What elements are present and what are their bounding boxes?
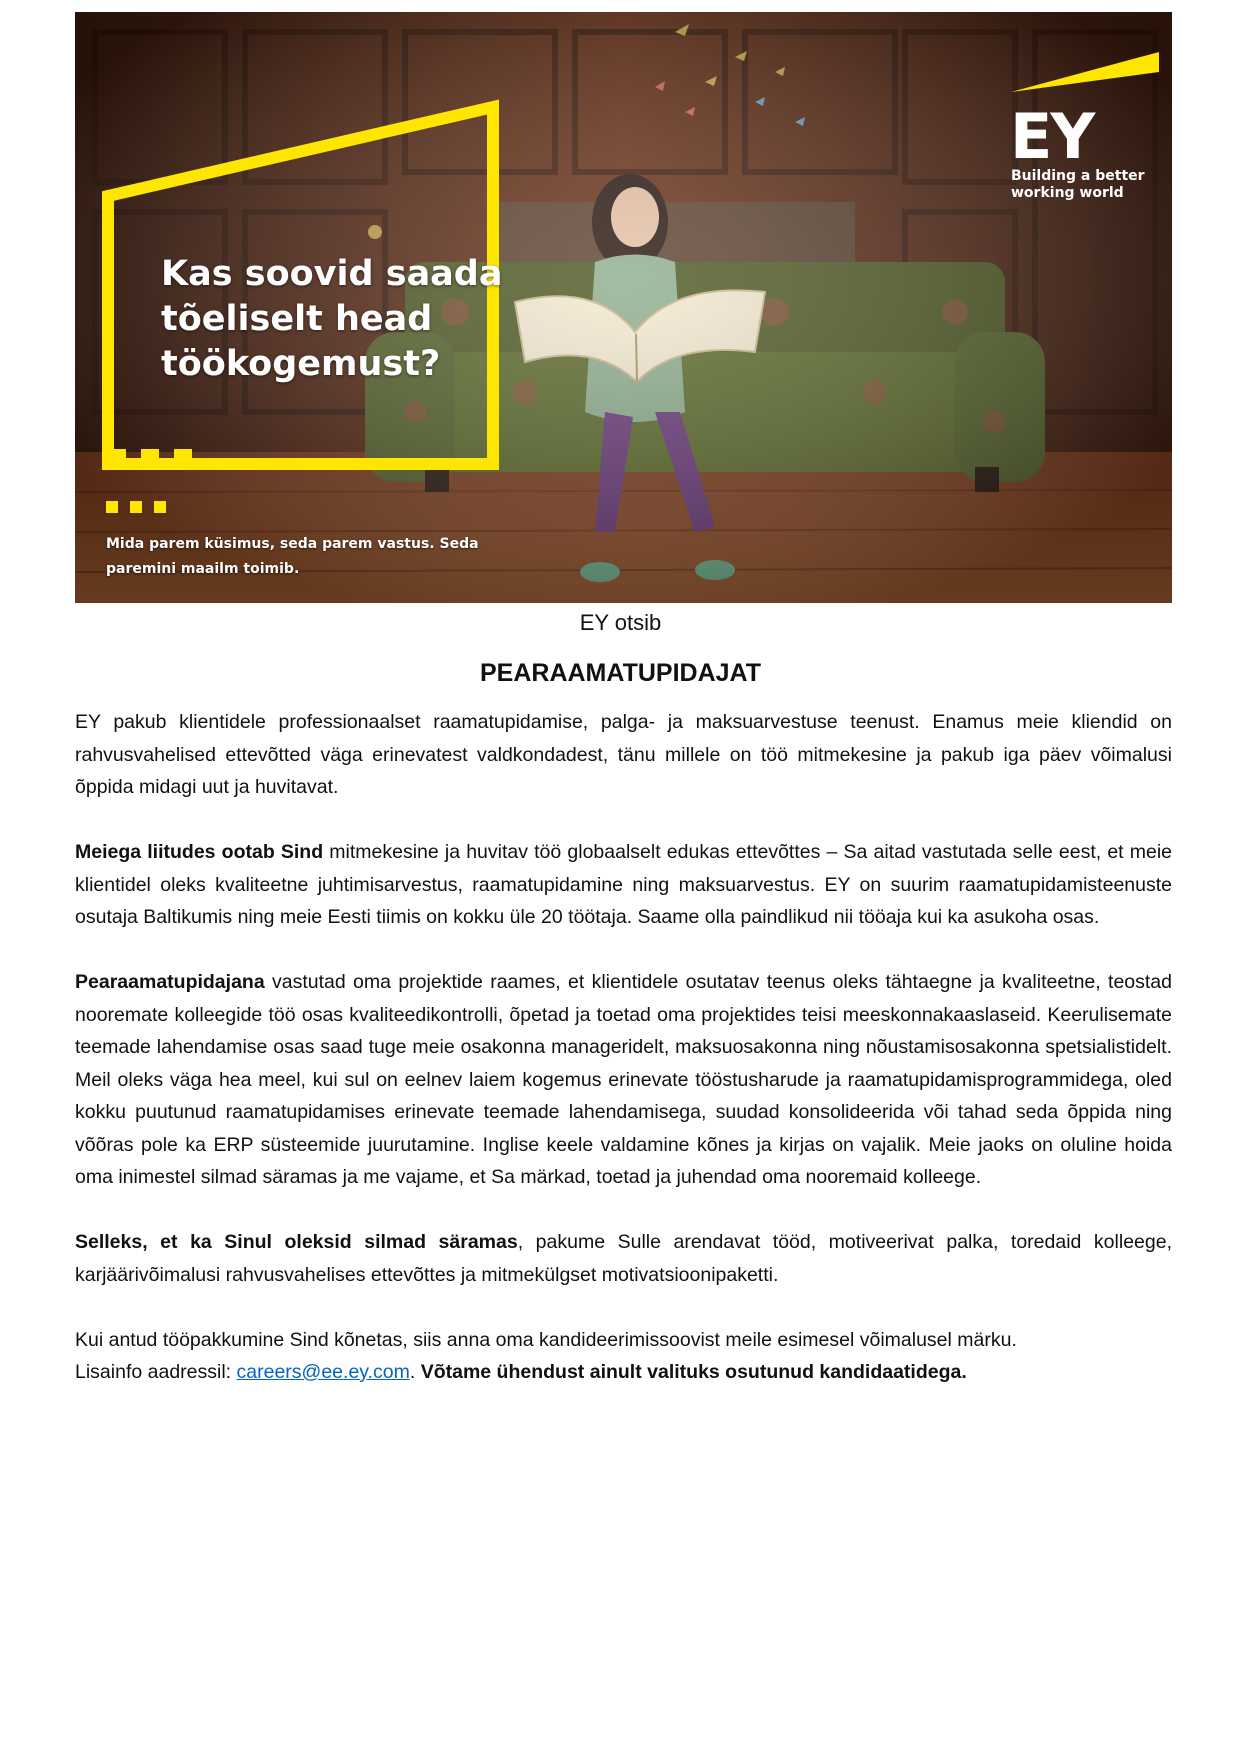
yellow-square-small (106, 501, 118, 513)
role-lead: Pearaamatupidajana (75, 971, 265, 993)
email-link[interactable]: careers@ee.ey.com (236, 1361, 410, 1383)
yellow-square-small (130, 501, 142, 513)
hero-banner (75, 12, 1172, 603)
hero-tagline: Mida parem küsimus, seda parem vastus. Seda paremini maailm toimib. (106, 536, 479, 577)
closing-line: Kui antud tööpakkumine Sind kõnetas, siis anna oma kandideerimissoovist meile esimesel võimalusel märku. (75, 1328, 1017, 1351)
yellow-square-small (154, 501, 166, 513)
job-title: PEARAAMATUPIDAJAT (479, 659, 762, 687)
ey-logo-text: EY (1010, 100, 1094, 173)
offer-text: , pakume Sulle arendavat tööd, motiveerivat palka, toredaid kolleege, karjäärivõimalusi rahvusvahelises ettevõttes ja mitmekülgset motivatsioonipaketti. (75, 1231, 1172, 1286)
joining-paragraph (75, 836, 1172, 934)
yellow-square (108, 449, 126, 467)
contact-notice: Võtame ühendust ainult valituks osutunud kandidaatidega. (420, 1361, 967, 1383)
job-description (75, 706, 1172, 1389)
joining-lead: Meiega liitudes ootab Sind (75, 841, 324, 863)
hero-headline: Kas soovid saada tõeliselt head töökogemust? (161, 254, 503, 384)
ey-logo-slogan: Building a better working world (1011, 168, 1145, 201)
after-email: . (409, 1361, 421, 1383)
role-paragraph (75, 966, 1172, 1194)
ey-logo (1009, 32, 1159, 207)
yellow-square (141, 449, 159, 467)
intro-text: EY pakub klientidele professionaalset raamatupidamise, palga- ja maksuarvestuse teenust. Enamus meie kliendid on rahvusvahelised ettevõtted väga erinevatest valdkondadest, tänu millele on töö mitmekesine ja pakub iga päev võimalusi õppida midagi uut ja huvitavat. (75, 711, 1172, 798)
eyebrow-text: EY otsib (579, 610, 662, 635)
joining-text: mitmekesine ja huvitav töö globaalselt edukas ettevõttes – Sa aitad vastutada selle eest, et meie klientidel oleks kvaliteetne juhtimisarvestus, raamatupidamine ning maksuarvestus. EY on suurim raamatupidamisteenuste osutaja Baltikumis ning meie Eesti tiimis on kokku üle 20 töötaja. Saame olla paindlikud nii tööaja kui ka asukoha osas. (75, 841, 1172, 928)
closing-paragraph (75, 1324, 1172, 1389)
intro-paragraph (75, 706, 1172, 804)
yellow-square (174, 449, 192, 467)
info-label: Lisainfo aadressil: (75, 1361, 237, 1383)
role-text: vastutad oma projektide raames, et klientidele osutatav teenus oleks tähtaegne ja kvaliteetne, teostad nooremate kolleegide töö osas kvaliteedikontrolli, õpetad ja toetad oma projektides teisi meeskonnakaaslaseid. Keerulisemate teemade lahendamise osas saad tuge meie osakonna manageridelt, maksuosakonna ning nõustamisosakonna spetsialistidelt. Meil oleks väga hea meel, kui sul on eelnev laiem kogemus erinevate tööstusharude ja raamatupidamisprogrammidega, oled kokku puutunud raamatupidamises erinevate teemade lahendamisega, suudad konsolideerida või tahad seda õppida ning võõras pole ka ERP süsteemide juurutamine. Inglise keele valdamine kõnes ja kirjas on vajalik. Meie jaoks on oluline hoida oma inimestel silmad säramas ja me vajame, et Sa märkad, toetad ja juhendad oma nooremaid kolleege. (75, 971, 1172, 1188)
offer-lead: Selleks, et ka Sinul oleksid silmad säramas (75, 1231, 518, 1253)
offer-paragraph (75, 1226, 1172, 1291)
